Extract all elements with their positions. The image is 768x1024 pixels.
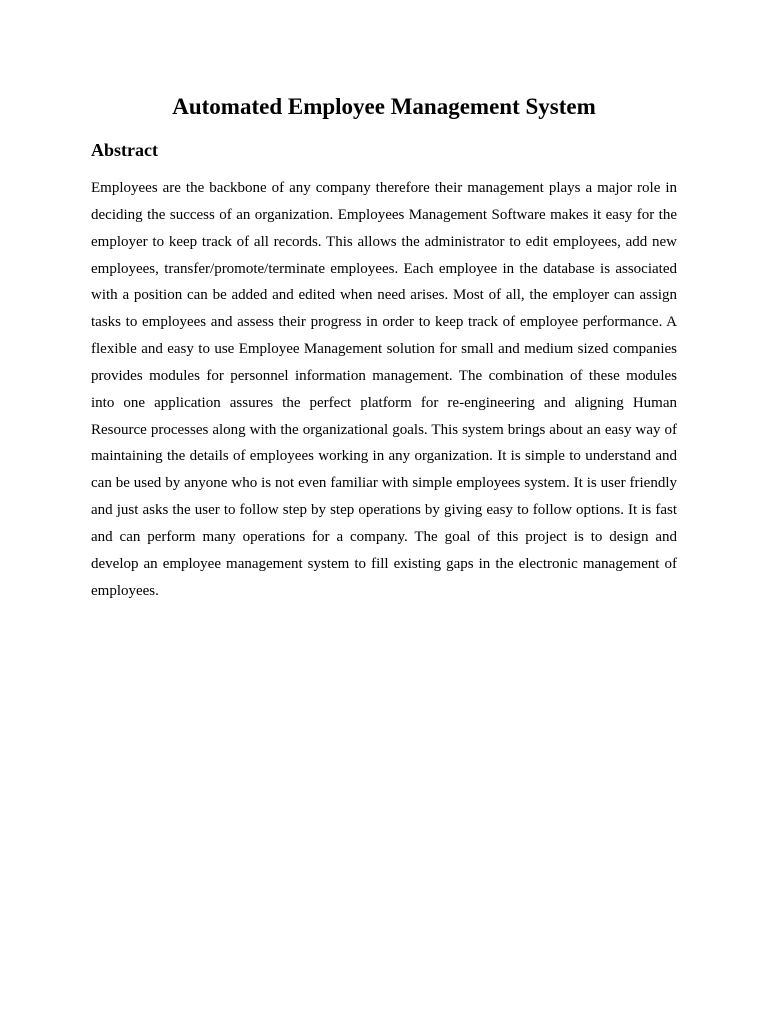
abstract-paragraph: Employees are the backbone of any company therefore their management plays a major role in deciding the success of an organization. Employees Management Software makes it easy for the employer to keep track of all records. This allows the administrator to edit employees, add new employees, transfer/promote/terminate employees. Each employee in the database is associated with a position can be added and edited when need arises. Most of all, the employer can assign tasks to employees and assess their progress in order to keep track of employee performance. A flexible and easy to use Employee Management solution for small and medium sized companies provides modules for personnel information management. The combination of these modules into one application assures the perfect platform for re-engineering and aligning Human Resource processes along with the organizational goals. This system brings about an easy way of maintaining the details of employees working in any organization. It is simple to understand and can be used by anyone who is not even familiar with simple employees system. It is user friendly and just asks the user to follow step by step operations by giving easy to follow options. It is fast and can perform many operations for a company. The goal of this project is to design and develop an employee management system to fill existing gaps in the electronic management of employees. (91, 180, 677, 599)
section-heading-abstract: Abstract (91, 140, 158, 160)
document-title: Automated Employee Management System (172, 94, 596, 119)
